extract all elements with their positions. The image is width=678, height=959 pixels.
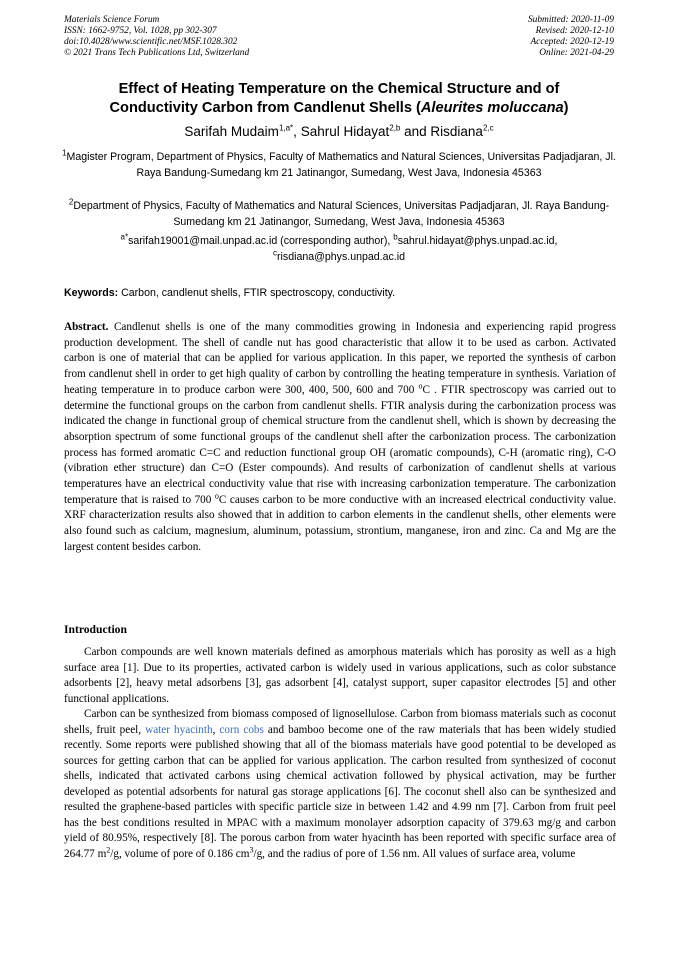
abstract-text-c: C causes carbon to be more conductive with an increased electrical conductivity value. XRF characterization results also showed that in addition to carbon elements in the candlenut shells, other elements were also found such as calcium, magnesium, aluminum, potassium, strontium, manganese, iron and zinc. Ca and Mg are the largest content besides carbon. <box>64 493 616 553</box>
abstract-text-b: C . FTIR spectroscopy was carried out to determine the functional groups on the carbon from candlenut shells. FTIR analysis during the carbonization process was indicated the change in functional group of chemical structure from the candlenut shell, which is shown by decreasing the absorption spectrum of some functional groups of the candlenut shell after the carbonization process. The carbonization process has formed aromatic C=C and reduction functional group OH (aromatic compounds), C-H (aromatic ring), C-O (vibration ether structure) dan C=O (Ester compounds). And results of carbonization of candlenut shells at various temperatures have an electrical conductivity value that rise with increasing carbonization temperature. The carbonization temperature that is raised to 700 <box>64 383 616 506</box>
intro-p2-text-c: /g, volume of pore of 0.186 cm <box>110 847 250 860</box>
email-1-marker: a* <box>120 232 129 242</box>
journal-header-left <box>64 15 249 59</box>
author-3: Risdiana <box>430 124 483 139</box>
introduction-heading: Introduction <box>64 623 127 636</box>
copyright-line: © 2021 Trans Tech Publications Ltd, Switzerland <box>64 48 250 58</box>
intro-paragraph-2 <box>64 707 616 862</box>
corn-cobs-term: corn cobs <box>219 723 264 736</box>
revised-date: Revised: 2020-12-10 <box>535 26 614 36</box>
keywords-label: Keywords: <box>64 287 119 299</box>
intro-p2-text-a: Carbon can be synthesized from biomass composed of lignosellulose. Carbon from biomass materials such as coconut shells, fruit peel, <box>64 708 616 736</box>
email-3[interactable]: risdiana@phys.unpad.ac.id <box>277 250 405 263</box>
journal-name: Materials Science Forum <box>64 15 160 25</box>
introduction-body <box>64 645 616 862</box>
keywords <box>64 286 616 300</box>
affiliation-2-text: Department of Physics, Faculty of Mathematics and Natural Sciences, Universitas Padjadjaran, Jl. Raya Bandung-Sumedang km 21 Jatinangor, Sumedang, West Java, Indonesia 45363 <box>73 200 610 228</box>
water-hyacinth-term: water hyacinth <box>145 723 213 736</box>
squared-superscript: 2 <box>106 844 111 854</box>
accepted-date: Accepted: 2020-12-19 <box>530 37 614 47</box>
title-line-2-text: Conductivity Carbon from Candlenut Shells ( <box>109 100 421 116</box>
title-line-2 <box>40 99 638 118</box>
author-1-affil: 1,a* <box>278 123 294 133</box>
author-1: Sarifah Mudaim <box>184 124 279 139</box>
author-3-affil: 2,c <box>482 123 494 133</box>
author-list <box>40 123 638 140</box>
author-sep: , <box>293 124 301 139</box>
email-3-marker: c <box>273 248 278 258</box>
email-1[interactable]: sarifah19001@mail.unpad.ac.id (corresponding author), <box>128 235 394 247</box>
degree-symbol-2: o <box>214 491 219 500</box>
author-2: Sahrul Hidayat <box>300 124 390 139</box>
intro-p2-text-b: and bamboo become one of the raw materials that has been widely studied recently. Some reports were published showing that all of the biomass materials have good potential to be developed as sources for getting carbon that can be applied for various application. The carbon resulted from synthesized of coconut shells, indicated that activated carbons using chemical activation followed by physical activation, may be further developed as potential adsorbents for natural gas storage applications [6]. The coconut shell also can be synthesized and resulted the graphene-based particles with specific particle size in between 1.42 and 4.99 nm [7]. Carbon from fruit peel has the best conditions resulted in MPAC with a maximum monolayer adsorption capacity of 379.63 mg/g and carbon yield of 80.95%, respectively [8]. The porous carbon from water hyacinth has been reported with specific surface area of 264.77 m <box>64 723 617 860</box>
issn-line: ISSN: 1662-9752, Vol. 1028, pp 302-307 <box>64 26 217 36</box>
journal-header-right <box>528 15 614 59</box>
abstract <box>64 320 616 556</box>
species-name: Aleurites moluccana <box>420 100 564 116</box>
abstract-label: Abstract. <box>64 321 109 333</box>
submitted-date: Submitted: 2020-11-09 <box>527 15 614 25</box>
author-2-affil: 2,b <box>389 123 401 133</box>
affiliation-1-number: 1 <box>62 148 67 158</box>
online-date: Online: 2021-04-29 <box>539 48 614 58</box>
cubed-superscript: 3 <box>249 844 254 854</box>
title-close-paren: ) <box>563 100 569 116</box>
email-2-marker: b <box>393 232 398 242</box>
doi-line[interactable]: doi:10.4028/www.scientific.net/MSF.1028.302 <box>64 37 238 47</box>
affiliation-1-text: Magister Program, Department of Physics, Faculty of Mathematics and Natural Sciences, Universitas Padjadjaran, Jl. Raya Bandung-Sumedang km 21 Jatinangor, Sumedang, West Java, Indonesia 45363 <box>66 151 616 179</box>
intro-p2-comma: , <box>212 723 220 736</box>
affiliation-1 <box>60 150 618 181</box>
intro-paragraph-1: Carbon compounds are well known materials defined as amorphous materials which has porosity as well as a high surface area [1]. Due to its properties, activated carbon is widely used in various applications, such as color substance adsorbents [2], heavy metal adsorbens [3], gas adsorbent [4], catalyst support, super capasitor electrodes [5] and other functional applications. <box>64 646 616 705</box>
affiliation-2-number: 2 <box>68 197 74 207</box>
abstract-text-a: Candlenut shells is one of the many commodities growing in Indonesia and experiencing rapid progress production development. The shell of candle nut has good characteristic that allow it to be used as carbon. Activated carbon is one of material that can be applied for various application. In this paper, we reported the synthesis of carbon from candlenut shell in order to get high quality of carbon by controlling the heating temperature in synthesis. Variation of heating temperature in to produce carbon were 300, 400, 500, 600 and 700 <box>64 321 616 396</box>
keywords-text: Carbon, candlenut shells, FTIR spectroscopy, conductivity. <box>118 287 396 299</box>
degree-symbol-1: o <box>418 381 423 391</box>
author-emails <box>60 234 618 265</box>
author-and: and <box>400 124 431 139</box>
title-line-1: Effect of Heating Temperature on the Chemical Structure and of <box>118 81 560 97</box>
paper-title <box>40 80 638 118</box>
email-2[interactable]: sahrul.hidayat@phys.unpad.ac.id, <box>397 235 558 247</box>
affiliation-2 <box>60 199 618 230</box>
intro-p2-text-d: /g, and the radius of pore of 1.56 nm. All values of surface area, volume <box>253 847 576 860</box>
